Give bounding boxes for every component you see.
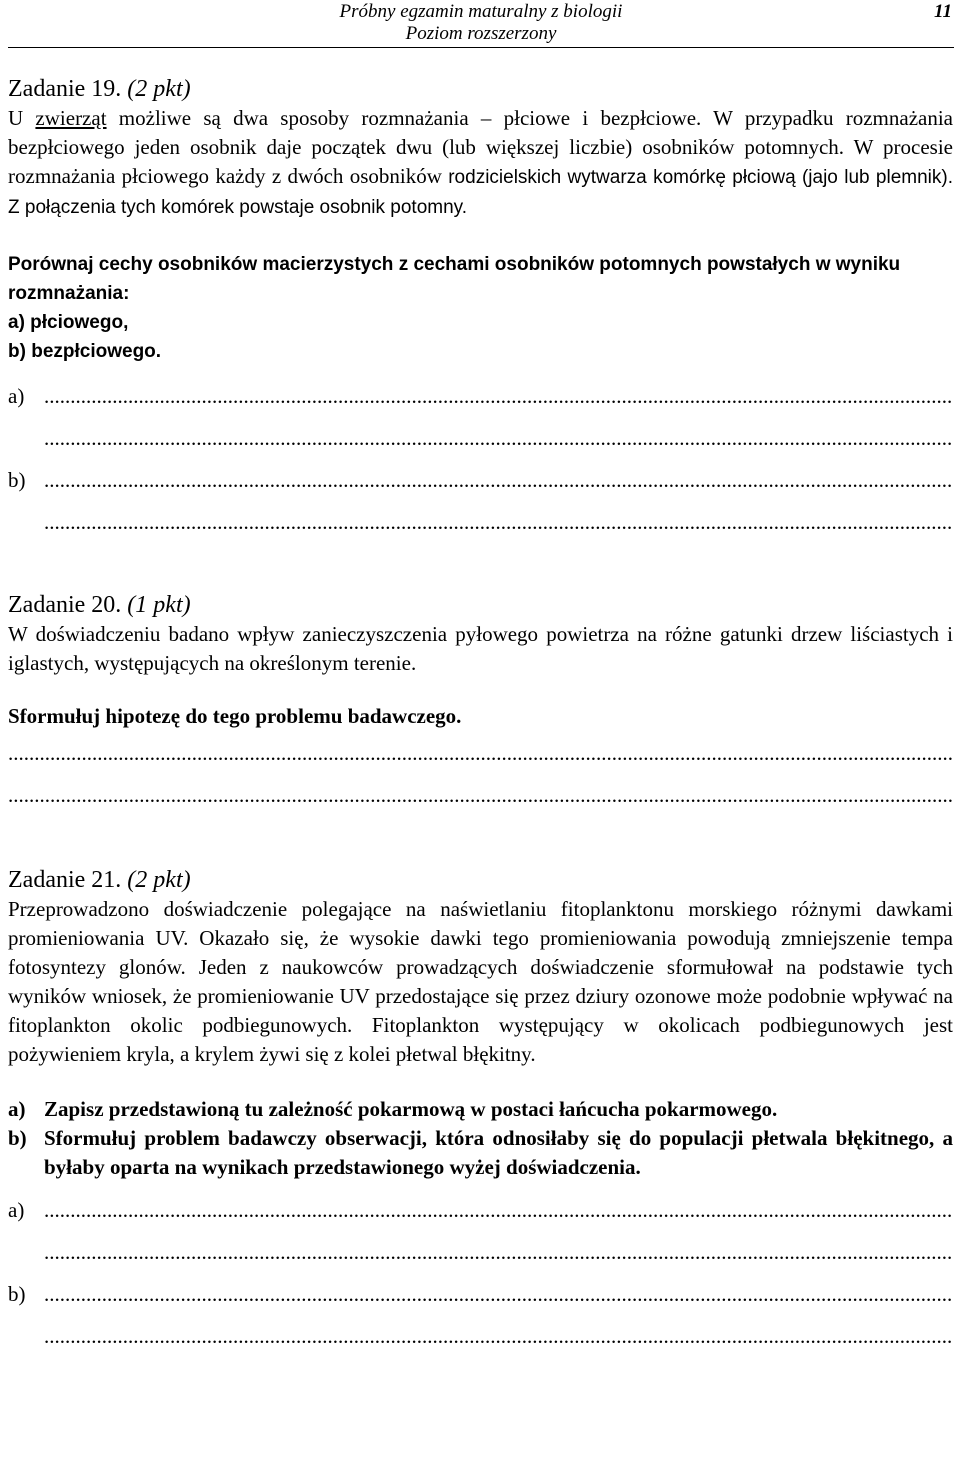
task-19-intro-underlined: zwierząt: [35, 106, 107, 130]
task-19-intro-rest: możliwe są dwa sposoby rozmnażania – płciowe i bezpłciowe. W przypadku rozmnażania bezpłciowego jeden osobnik daje początek dwu (lub większej liczbie) osobników potomnych. W procesie rozmnażania płciowego każdy z dwóch osobników: [8, 106, 954, 188]
task-19-points: (2 pkt): [127, 76, 191, 102]
task-21-answer-b-line-1[interactable]: [8, 1272, 953, 1314]
task-19-answer-b-line-1[interactable]: [8, 458, 953, 500]
task-19-intro-sans: rodzicielskich wytwarza komórkę płciową (jajo lub plemnik).: [448, 167, 953, 188]
answer-dots: [44, 1274, 953, 1314]
exam-title: [326, 1, 636, 45]
task-19-intro-prefix: U: [8, 106, 36, 130]
task-20-points: (1 pkt): [127, 592, 191, 618]
task-20-title: Zadanie 20.: [8, 592, 122, 618]
answer-dots: [44, 1232, 953, 1272]
page-header: [0, 0, 960, 46]
page-number: 11: [934, 1, 952, 22]
answer-dots: [44, 502, 953, 542]
task-19-answer-a-line-1[interactable]: [8, 374, 953, 416]
task-19-answer-b-label: b): [8, 468, 26, 492]
exam-title-line2: Poziom rozszerzony: [405, 23, 557, 44]
task-20: [8, 590, 953, 815]
task-20-answer-line-1[interactable]: [8, 731, 953, 773]
answer-dots: [44, 460, 953, 500]
task-20-intro: W doświadczeniu badano wpływ zanieczyszczenia pyłowego powietrza na różne gatunki drzew liściastych i iglastych, występujących na określonym terenie.: [8, 622, 953, 675]
task-21-answer-a-line-2[interactable]: [8, 1230, 953, 1272]
task-21-points: (2 pkt): [127, 867, 191, 893]
task-19-heading: [8, 74, 953, 104]
task-21-command-b-label: b): [8, 1126, 27, 1150]
task-20-answer-line-2[interactable]: [8, 773, 953, 815]
page-content: [8, 74, 953, 1356]
exam-title-line1: Próbny egzamin maturalny z biologii: [339, 1, 623, 22]
task-20-heading: [8, 590, 953, 620]
task-21-command-b: [8, 1124, 953, 1182]
task-21-intro: Przeprowadzono doświadczenie polegające na naświetlaniu fitoplanktonu morskiego różnymi dawkami promieniowania UV. Okazało się, że wysokie dawki tego promieniowania powodują zmniejszenie tempa fotosyntezy glonów. Jeden z naukowców prowadzących doświadczenie sformułował na podstawie tych wyników wniosek, że promieniowanie UV przedostające się przez dziury ozonowe może podobnie wpływać na fitoplankton okolic podbiegunowych. Fitoplankton występujący w okolicach podbiegunowych jest pożywieniem kryla, a krylem żywi się z kolei płetwal błękitny.: [8, 897, 953, 1066]
task-21-command-a: [8, 1095, 953, 1124]
task-21-command-a-text: Zapisz przedstawioną tu zależność pokarmową w postaci łańcucha pokarmowego.: [44, 1097, 778, 1121]
answer-dots: [8, 733, 953, 773]
task-19-answer-b-line-2[interactable]: [8, 500, 953, 542]
task-19-intro: [8, 104, 953, 222]
task-21-answer-a-line-1[interactable]: [8, 1188, 953, 1230]
task-21-heading: [8, 865, 953, 895]
answer-dots: [44, 418, 953, 458]
task-21-title: Zadanie 21.: [8, 867, 122, 893]
answer-dots: [44, 1316, 953, 1356]
answer-dots: [44, 376, 953, 416]
task-19-answer-a-line-2[interactable]: [8, 416, 953, 458]
task-19-command: Porównaj cechy osobników macierzystych z cechami osobników potomnych powstałych w wyniku rozmnażania:: [8, 254, 901, 304]
task-19-option-b: b) bezpłciowego.: [8, 341, 162, 362]
header-rule: [8, 47, 954, 48]
task-21: [8, 865, 953, 1356]
task-19-title: Zadanie 19.: [8, 76, 122, 102]
task-21-answer-a-label: a): [8, 1198, 25, 1222]
task-19-option-a: a) płciowego,: [8, 312, 129, 333]
task-20-command: Sformułuj hipotezę do tego problemu badawczego.: [8, 704, 462, 728]
task-21-answer-b-line-2[interactable]: [8, 1314, 953, 1356]
task-21-command-a-label: a): [8, 1097, 26, 1121]
answer-dots: [44, 1190, 953, 1230]
task-19: [8, 74, 953, 542]
answer-dots: [8, 775, 953, 815]
task-21-answer-b-label: b): [8, 1282, 26, 1306]
task-19-intro-rest2: Z połączenia tych komórek powstaje osobnik potomny.: [8, 197, 468, 218]
task-21-command-b-text: Sformułuj problem badawczy obserwacji, która odnosiłaby się do populacji płetwala błękitnego, a byłaby oparta na wynikach przedstawionego wyżej doświadczenia.: [44, 1126, 953, 1179]
task-19-answer-a-label: a): [8, 384, 25, 408]
